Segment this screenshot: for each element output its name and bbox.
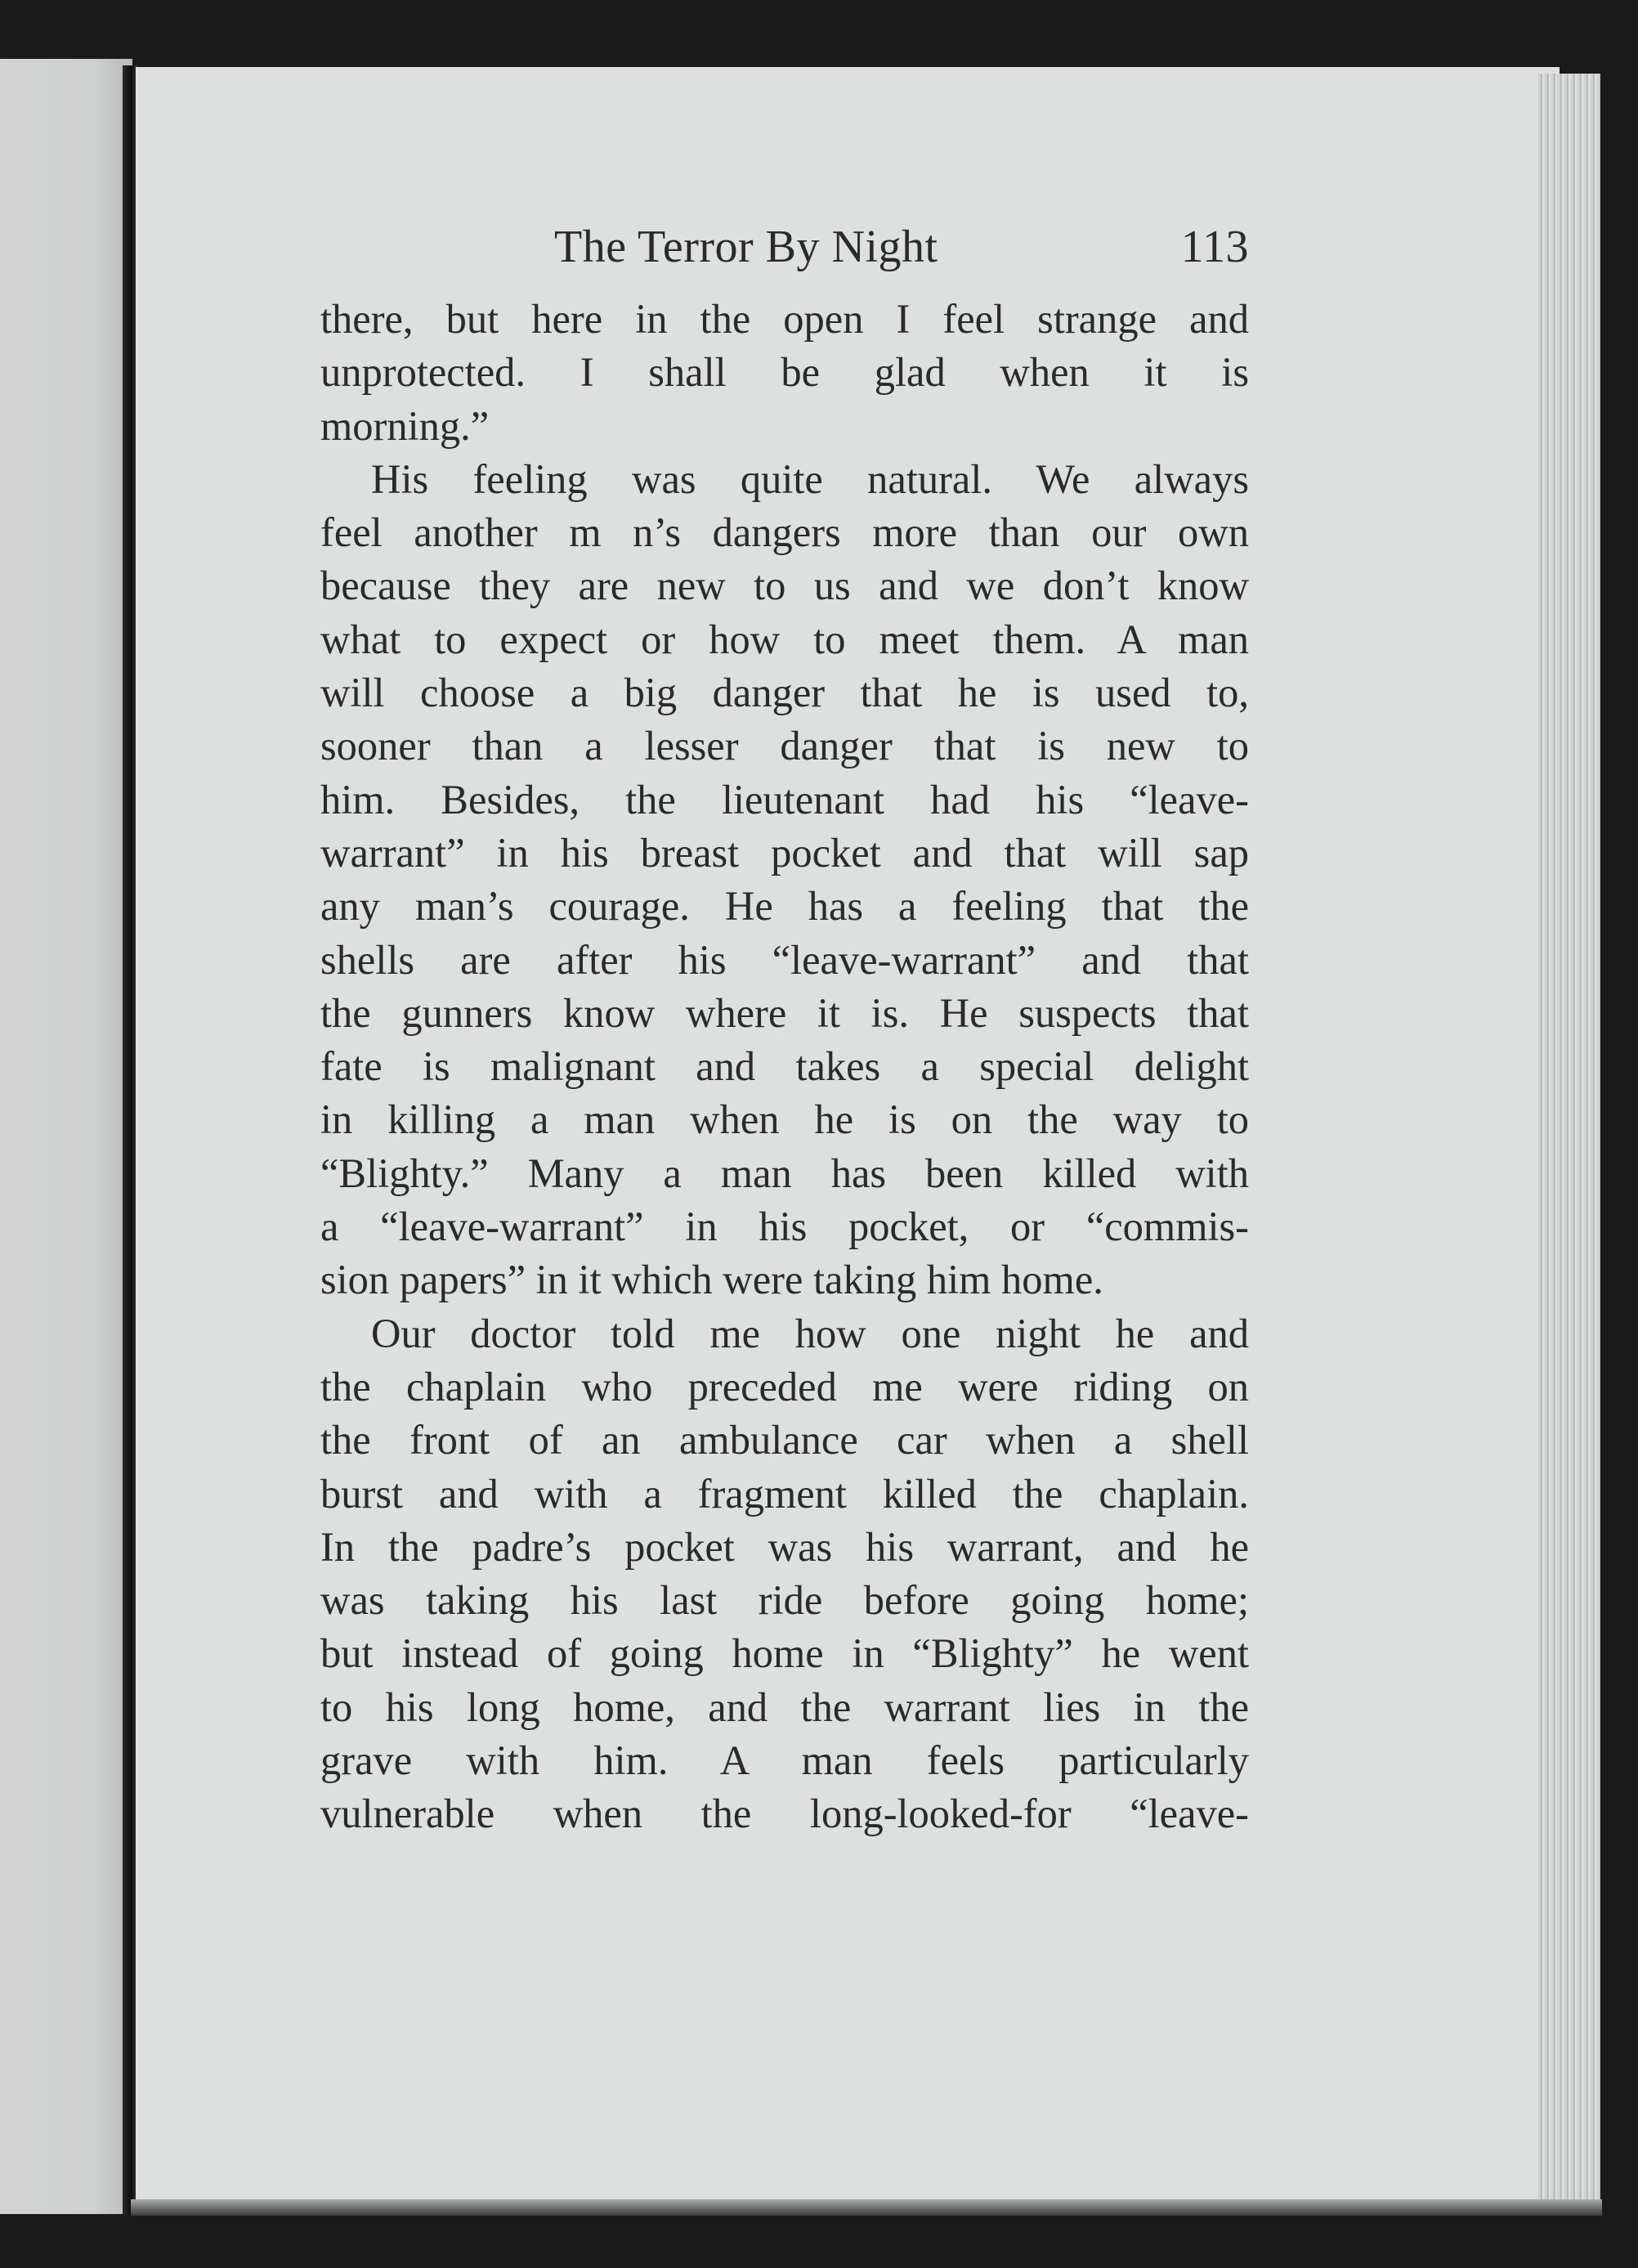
text-line: vulnerable when the long-looked-for “leave- — [320, 1791, 1249, 1837]
text-line: shells are after his “leave-warrant” and that — [320, 936, 1249, 983]
text-line: fate is malignant and takes a special delight — [320, 1043, 1249, 1090]
text-line: sion papers” in it which were taking him home. — [320, 1257, 1103, 1303]
text-line: to his long home, and the warrant lies in the — [320, 1683, 1249, 1730]
text-line: grave with him. A man feels particularly — [320, 1737, 1249, 1784]
text-line: burst and with a fragment killed the chaplain. — [320, 1470, 1249, 1517]
page-edges — [1538, 74, 1600, 2207]
text-line: the front of an ambulance car when a shell — [320, 1417, 1249, 1463]
text-line: the chaplain who preceded me were riding on — [320, 1363, 1249, 1410]
text-line: unprotected. I shall be glad when it is — [320, 349, 1249, 396]
text-line: His feeling was quite natural. We always — [371, 455, 1249, 502]
text-line: the gunners know where it is. He suspects that — [320, 989, 1249, 1036]
page-text-block — [320, 219, 1249, 1841]
left-page-edge — [0, 59, 132, 2214]
body-text — [320, 293, 1249, 1841]
text-line: Our doctor told me how one night he and — [371, 1310, 1249, 1356]
text-line: because they are new to us and we don’t know — [320, 563, 1249, 609]
page-bottom-shadow — [131, 2199, 1602, 2216]
text-line: will choose a big danger that he is used to, — [320, 670, 1249, 716]
text-line: but instead of going home in “Blighty” he went — [320, 1630, 1249, 1677]
text-line: him. Besides, the lieutenant had his “leave- — [320, 776, 1249, 822]
text-line: feel another m n’s dangers more than our own — [320, 509, 1249, 556]
text-line: warrant” in his breast pocket and that will sap — [320, 829, 1249, 876]
text-line: In the padre’s pocket was his warrant, and he — [320, 1523, 1249, 1570]
running-title: The Terror By Night — [554, 222, 938, 272]
text-line: morning.” — [320, 402, 490, 449]
text-line: any man’s courage. He has a feeling that the — [320, 883, 1249, 930]
text-line: what to expect or how to meet them. A man — [320, 616, 1249, 662]
text-line: sooner than a lesser danger that is new to — [320, 723, 1249, 769]
text-line: a “leave-warrant” in his pocket, or “commis- — [320, 1203, 1249, 1250]
text-line: was taking his last ride before going home; — [320, 1577, 1249, 1624]
page-number: 113 — [1180, 222, 1249, 272]
text-line: there, but here in the open I feel strange and — [320, 296, 1249, 342]
text-line: in killing a man when he is on the way to — [320, 1096, 1249, 1143]
text-line: “Blighty.” Many a man has been killed with — [320, 1150, 1249, 1196]
running-head — [320, 219, 1249, 293]
